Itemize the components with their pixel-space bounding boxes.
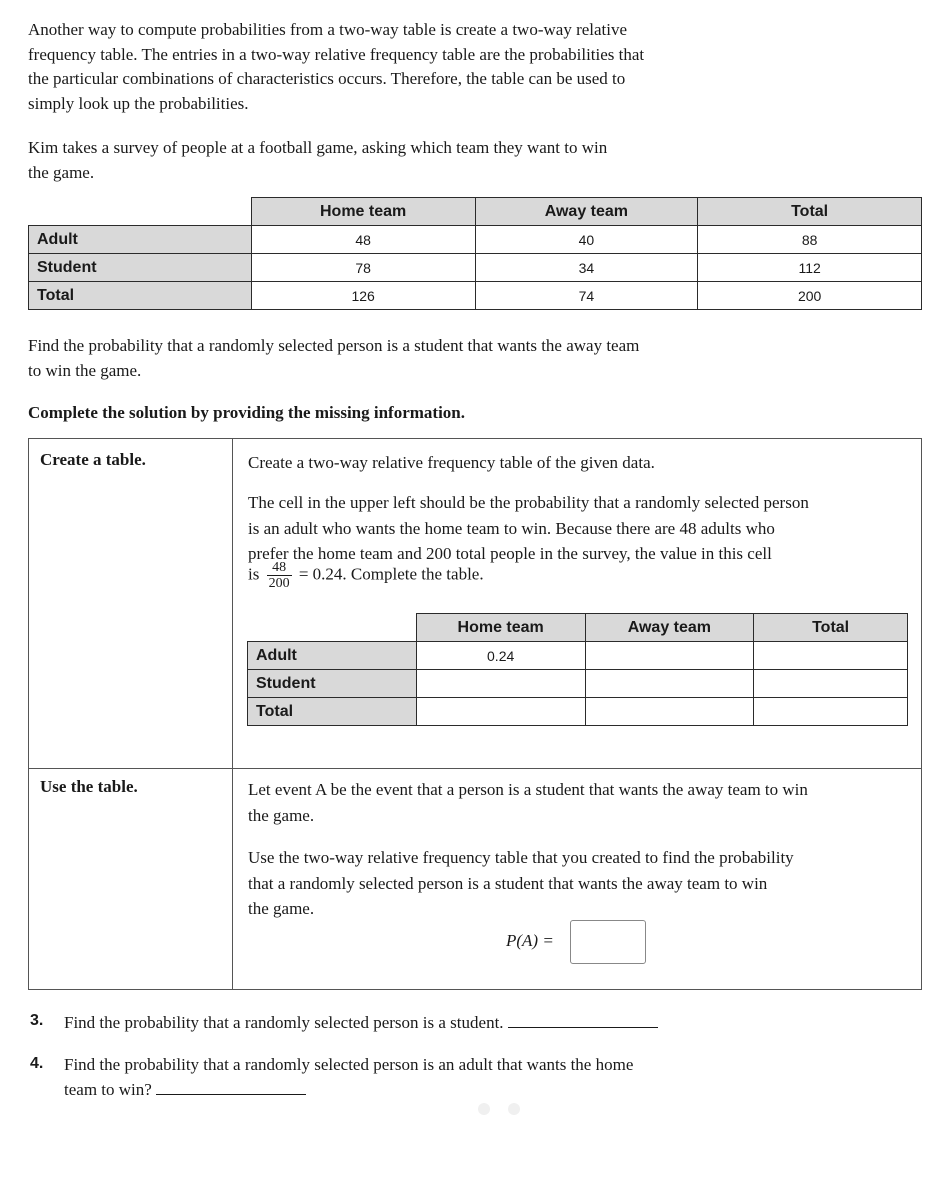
survey-header-row <box>29 198 922 226</box>
event-definition <box>248 777 908 828</box>
relative-frequency-table <box>247 613 908 726</box>
table-cell: 78 <box>251 254 475 282</box>
column-header: Away team <box>475 198 698 226</box>
intro-line: Another way to compute probabilities from a two-way table is create a two-way relative <box>28 20 628 39</box>
event-line: Let event A be the event that a person is a student that wants the away team to win <box>248 780 808 799</box>
instruction-line: that a randomly selected person is a student that wants the away team to win <box>248 873 768 893</box>
answer-cell[interactable] <box>585 698 754 726</box>
row-header: Adult <box>29 226 252 254</box>
intro-paragraph <box>28 18 758 116</box>
answer-blank[interactable] <box>508 1027 658 1028</box>
intro-line: the particular combinations of characteristics occurs. Therefore, the table can be used to <box>28 69 626 88</box>
answer-cell[interactable] <box>585 642 754 670</box>
fraction <box>267 560 292 591</box>
table-cell: 34 <box>475 254 698 282</box>
answer-cell[interactable] <box>585 670 754 698</box>
create-table-label: Create a table. <box>40 450 146 469</box>
table-cell: 126 <box>251 282 475 310</box>
row-header: Student <box>29 254 252 282</box>
exercise-text: Find the probability that a randomly selected person is an adult that wants the home <box>64 1055 634 1074</box>
exercise-number: 3. <box>30 1012 44 1029</box>
table-row <box>248 642 908 670</box>
answer-cell[interactable] <box>416 698 585 726</box>
exercise-number: 4. <box>30 1055 44 1072</box>
fraction-result: = 0.24. Complete the table. <box>298 564 484 584</box>
question-line: Find the probability that a randomly selected person is a student that wants the away team <box>28 336 640 355</box>
table-row <box>29 226 922 254</box>
explanation-line: is an adult who wants the home team to win. Because there are 48 adults who <box>248 518 775 538</box>
row-header: Adult <box>248 642 417 670</box>
faint-dot-decoration <box>508 1103 520 1115</box>
instruction-heading: Complete the solution by providing the missing information. <box>28 403 466 422</box>
table-cell: 88 <box>698 226 922 254</box>
use-table-label: Use the table. <box>40 777 138 796</box>
fraction-numerator: 48 <box>267 560 292 576</box>
event-line: the game. <box>248 805 315 825</box>
table-corner <box>248 614 417 642</box>
exercise-3 <box>64 1010 764 1035</box>
relative-header-row <box>248 614 908 642</box>
table-row <box>248 670 908 698</box>
table-cell: 40 <box>475 226 698 254</box>
survey-table <box>28 197 922 310</box>
table-cell: 0.24 <box>416 642 585 670</box>
scenario-paragraph <box>28 136 758 185</box>
intro-line: frequency table. The entries in a two-way relative frequency table are the probabilities that <box>28 44 645 64</box>
use-table-instruction <box>248 845 908 922</box>
table-cell: 200 <box>698 282 922 310</box>
column-header: Total <box>754 614 908 642</box>
scenario-line: Kim takes a survey of people at a football game, asking which team they want to win <box>28 138 608 157</box>
answer-blank[interactable] <box>156 1094 306 1095</box>
column-header: Away team <box>585 614 754 642</box>
fraction-line <box>248 560 908 591</box>
intro-line: simply look up the probabilities. <box>28 93 249 113</box>
table-cell: 74 <box>475 282 698 310</box>
column-header: Home team <box>251 198 475 226</box>
column-header: Home team <box>416 614 585 642</box>
table-row <box>248 698 908 726</box>
explanation-line: The cell in the upper left should be the probability that a randomly selected person <box>248 493 809 512</box>
answer-cell[interactable] <box>754 670 908 698</box>
create-table-instruction: Create a two-way relative frequency table of the given data. <box>248 453 655 472</box>
row-header: Total <box>29 282 252 310</box>
instruction-line: Use the two-way relative frequency table that you created to find the probability <box>248 848 794 867</box>
explanation-line: prefer the home team and 200 total people in the survey, the value in this cell <box>248 544 772 563</box>
create-table-explanation <box>248 490 908 567</box>
exercise-4 <box>64 1052 764 1102</box>
instruction-line: the game. <box>248 899 315 918</box>
table-row <box>29 282 922 310</box>
question-line: to win the game. <box>28 360 142 380</box>
table-corner <box>29 198 252 226</box>
answer-cell[interactable] <box>754 698 908 726</box>
scenario-line: the game. <box>28 162 95 182</box>
is-word: is <box>248 564 260 584</box>
solution-column-divider <box>232 438 233 990</box>
solution-row-divider <box>28 768 922 769</box>
probability-answer-box[interactable] <box>570 920 646 964</box>
fraction-denominator: 200 <box>268 576 290 591</box>
table-cell: 112 <box>698 254 922 282</box>
table-row <box>29 254 922 282</box>
question-paragraph <box>28 334 758 383</box>
answer-cell[interactable] <box>754 642 908 670</box>
row-header: Total <box>248 698 417 726</box>
row-header: Student <box>248 670 417 698</box>
faint-dot-decoration <box>478 1103 490 1115</box>
column-header: Total <box>698 198 922 226</box>
table-cell: 48 <box>251 226 475 254</box>
exercise-text: team to win? <box>64 1080 152 1099</box>
answer-cell[interactable] <box>416 670 585 698</box>
probability-label: P(A) = <box>506 931 554 950</box>
exercise-text: Find the probability that a randomly selected person is a student. <box>64 1013 504 1032</box>
